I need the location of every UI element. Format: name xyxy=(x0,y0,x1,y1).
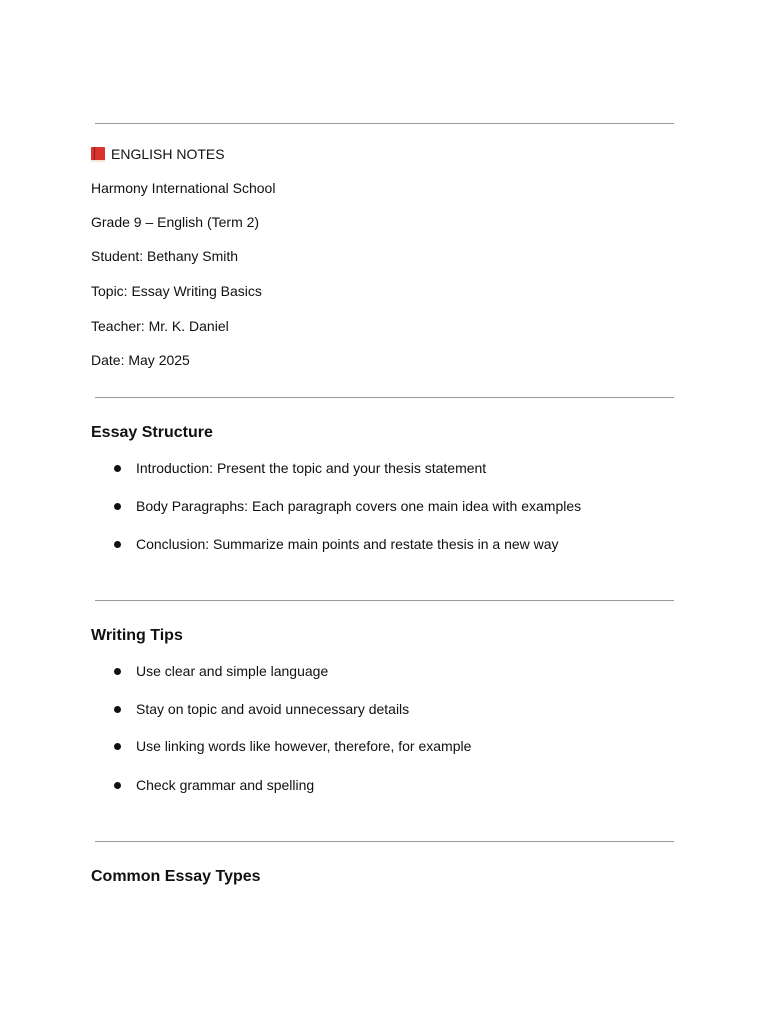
list-item xyxy=(114,777,314,794)
bullet-icon xyxy=(114,668,121,675)
bullet-icon xyxy=(114,503,121,510)
student-name: Student: Bethany Smith xyxy=(91,248,239,264)
horizontal-rule xyxy=(95,123,674,124)
bullet-icon xyxy=(114,706,121,713)
topic-info: Topic: Essay Writing Basics xyxy=(91,283,262,299)
list-item-text: Body Paragraphs: Each paragraph covers one main idea with examples xyxy=(136,498,582,514)
document-title xyxy=(91,146,225,163)
bullet-icon xyxy=(114,743,121,750)
list-item xyxy=(114,536,559,553)
bullet-icon xyxy=(114,782,121,789)
horizontal-rule xyxy=(95,600,674,601)
bullet-icon xyxy=(114,541,121,548)
list-item xyxy=(114,498,581,515)
list-item-text: Check grammar and spelling xyxy=(136,777,315,793)
list-item-text: Stay on topic and avoid unnecessary details xyxy=(136,701,410,717)
list-item xyxy=(114,663,328,680)
bullet-icon xyxy=(114,465,121,472)
list-item-text: Use clear and simple language xyxy=(136,663,329,679)
list-item xyxy=(114,701,409,718)
teacher-name: Teacher: Mr. K. Daniel xyxy=(91,318,229,334)
list-item xyxy=(114,460,486,477)
section-heading-common-essay-types: Common Essay Types xyxy=(91,868,261,885)
list-item xyxy=(114,738,471,755)
grade-info: Grade 9 – English (Term 2) xyxy=(91,214,260,230)
school-name: Harmony International School xyxy=(91,180,276,196)
date-info: Date: May 2025 xyxy=(91,352,190,368)
book-icon xyxy=(91,147,105,162)
horizontal-rule xyxy=(95,841,674,842)
list-item-text: Conclusion: Summarize main points and restate thesis in a new way xyxy=(136,536,559,552)
horizontal-rule xyxy=(95,397,674,398)
list-item-text: Use linking words like however, therefore, for example xyxy=(136,738,472,754)
section-heading-writing-tips: Writing Tips xyxy=(91,627,183,644)
document-title-text: ENGLISH NOTES xyxy=(111,146,225,162)
list-item-text: Introduction: Present the topic and your thesis statement xyxy=(136,460,487,476)
section-heading-essay-structure: Essay Structure xyxy=(91,424,213,441)
